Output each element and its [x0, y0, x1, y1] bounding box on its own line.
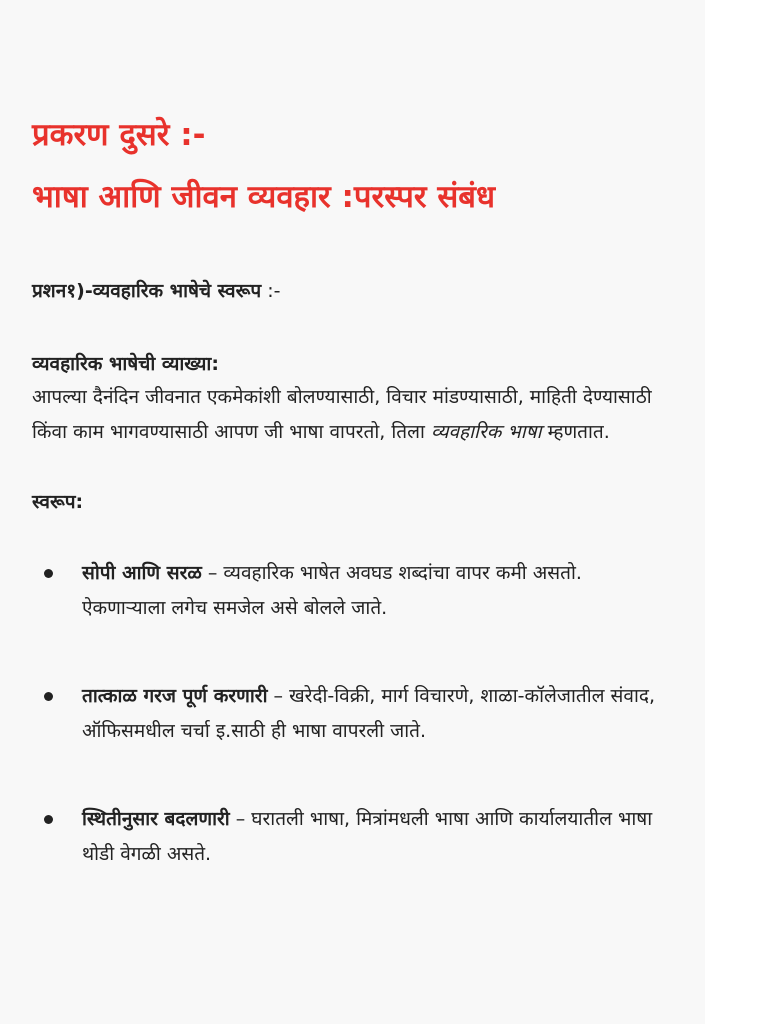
bullet-icon	[44, 692, 53, 701]
definition-text-before: आपल्या दैनंदिन जीवनात एकमेकांशी बोलण्यासाठी, विचार मांडण्यासाठी, माहिती देण्यासाठी किंवा काम भागवण्यासाठी आपण जी भाषा वापरतो, तिला	[32, 386, 652, 443]
feature-list	[32, 556, 665, 872]
bullet-icon	[44, 569, 53, 578]
definition-emphasis: व्यवहारिक भाषा	[430, 421, 542, 443]
definition-text	[32, 380, 665, 450]
feature-name: सोपी आणि सरळ	[82, 562, 202, 584]
list-item	[32, 802, 665, 872]
feature-name: तात्काळ गरज पूर्ण करणारी	[82, 685, 268, 707]
definition-section	[32, 348, 665, 450]
definition-title: व्यवहारिक भाषेची व्याख्या:	[32, 353, 219, 375]
list-item	[32, 679, 665, 749]
feature-description: – खरेदी-विक्री, मार्ग विचारणे, शाळा-कॉलेजातील संवाद, ऑफिसमधील चर्चा इ.साठी ही भाषा वापरली जाते.	[82, 685, 656, 742]
question-label: प्रशन१)-व्यवहारिक भाषेचे स्वरूप	[32, 280, 262, 302]
chapter-heading	[32, 104, 665, 228]
bullet-icon	[44, 815, 53, 824]
question-colon: :-	[261, 280, 281, 302]
list-item	[32, 556, 665, 626]
definition-text-after: म्हणतात.	[541, 421, 610, 443]
chapter-number: प्रकरण दुसरे :-	[32, 117, 206, 153]
question-heading	[32, 276, 665, 306]
feature-name: स्थितीनुसार बदलणारी	[82, 808, 230, 830]
nature-title: स्वरूप:	[32, 491, 84, 513]
chapter-title: भाषा आणि जीवन व्यवहार :परस्पर संबंध	[32, 179, 496, 215]
feature-description: – व्यवहारिक भाषेत अवघड शब्दांचा वापर कमी असतो. ऐकणाऱ्याला लगेच समजेल असे बोलले जाते.	[82, 562, 582, 619]
feature-description: – घरातली भाषा, मित्रांमधली भाषा आणि कार्यालयातील भाषा थोडी वेगळी असते.	[82, 808, 653, 865]
